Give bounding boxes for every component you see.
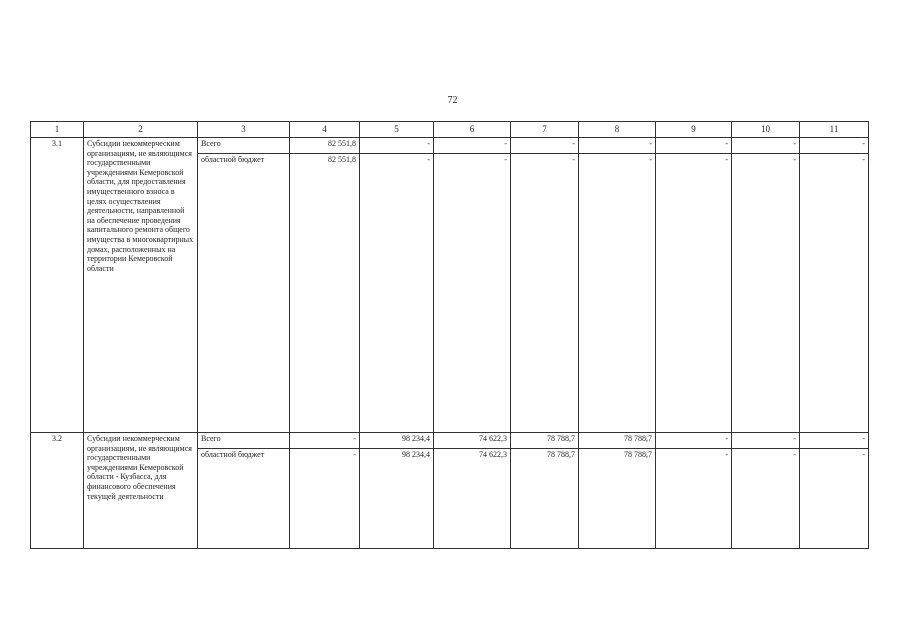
column-header: 2	[84, 122, 198, 138]
value-cell: 82 551,8	[290, 138, 360, 154]
value-cell: -	[732, 138, 800, 154]
value-cell: -	[732, 433, 800, 449]
value-cell: -	[290, 433, 360, 449]
column-header-row	[31, 122, 869, 138]
table-row	[31, 138, 869, 154]
column-header: 4	[290, 122, 360, 138]
column-header: 8	[579, 122, 656, 138]
value-cell: 74 622,3	[434, 433, 511, 449]
value-cell: -	[434, 154, 511, 433]
column-header: 6	[434, 122, 511, 138]
page-number: 72	[447, 95, 458, 106]
value-cell: 74 622,3	[434, 449, 511, 549]
row-id: 3.2	[31, 433, 84, 549]
value-cell: -	[511, 138, 579, 154]
column-header: 1	[31, 122, 84, 138]
column-header: 3	[198, 122, 290, 138]
funding-source: областной бюджет	[198, 449, 290, 549]
value-cell: 78 788,7	[579, 449, 656, 549]
value-cell: -	[579, 154, 656, 433]
row-name: Субсидии некоммерческим организациям, не являющимся государственными учреждениями Кемеровской области - Кузбасса, для финансового обеспечения текущей деятельности	[84, 433, 198, 549]
row-id: 3.1	[31, 138, 84, 433]
column-header: 9	[656, 122, 732, 138]
value-cell: -	[360, 154, 434, 433]
value-cell: -	[511, 154, 579, 433]
value-cell: -	[656, 449, 732, 549]
value-cell: -	[800, 154, 869, 433]
value-cell: -	[656, 154, 732, 433]
value-cell: -	[800, 449, 869, 549]
column-header: 11	[800, 122, 869, 138]
value-cell: -	[656, 138, 732, 154]
value-cell: -	[656, 433, 732, 449]
budget-table	[30, 121, 869, 549]
value-cell: -	[360, 138, 434, 154]
value-cell: 82 551,8	[290, 154, 360, 433]
funding-source: Всего	[198, 138, 290, 154]
value-cell: -	[579, 138, 656, 154]
value-cell: 98 234,4	[360, 433, 434, 449]
row-name: Субсидии некоммерческим организациям, не являющимся государственными учреждениями Кемеровской области, для предоставления имущественного взноса в целях осуществления деятельности, направленной на обеспечение проведения капитального ремонта общего имущества в многоквартирных домах, расположенных на территории Кемеровской области	[84, 138, 198, 433]
value-cell: -	[732, 449, 800, 549]
value-cell: 98 234,4	[360, 449, 434, 549]
column-header: 5	[360, 122, 434, 138]
table-row	[31, 433, 869, 449]
value-cell: 78 788,7	[579, 433, 656, 449]
value-cell: 78 788,7	[511, 433, 579, 449]
column-header: 10	[732, 122, 800, 138]
funding-source: областной бюджет	[198, 154, 290, 433]
value-cell: -	[290, 449, 360, 549]
value-cell: -	[434, 138, 511, 154]
value-cell: 78 788,7	[511, 449, 579, 549]
value-cell: -	[800, 433, 869, 449]
column-header: 7	[511, 122, 579, 138]
value-cell: -	[800, 138, 869, 154]
value-cell: -	[732, 154, 800, 433]
funding-source: Всего	[198, 433, 290, 449]
